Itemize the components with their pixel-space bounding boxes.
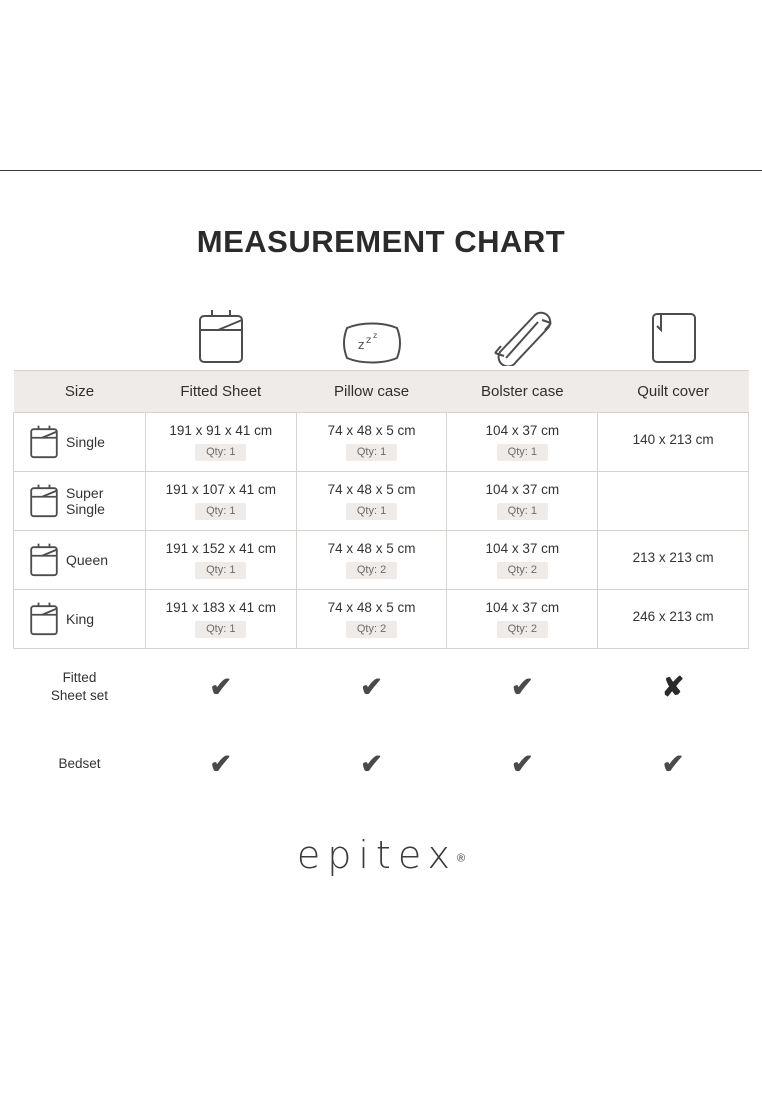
inclusion-label: Bedset [58, 755, 101, 771]
cell-pillow-case [296, 590, 447, 649]
check-mark: ✔ [661, 748, 685, 779]
row-size-cell [14, 472, 146, 531]
cell-quilt-cover [598, 472, 749, 531]
column-header-quilt-cover: Quilt cover [598, 371, 749, 413]
fitted-sheet-icon [30, 601, 58, 637]
row-size-cell [14, 590, 146, 649]
dimension-text: 104 x 37 cm [485, 599, 560, 615]
dimension-text: 104 x 37 cm [485, 481, 560, 497]
icon-row-spacer [13, 296, 145, 368]
top-divider [0, 170, 762, 171]
measurement-table [13, 370, 749, 803]
inclusion-mark-pillow-case [296, 649, 447, 726]
check-mark: ✔ [209, 671, 233, 702]
dimension-text: 191 x 152 x 41 cm [165, 540, 276, 556]
qty-badge: Qty: 1 [195, 621, 246, 639]
cell-quilt-cover [598, 590, 749, 649]
column-header-size: Size [14, 371, 146, 413]
column-header-fitted-sheet: Fitted Sheet [145, 371, 296, 413]
qty-badge: Qty: 1 [346, 503, 397, 521]
row-size-cell [14, 413, 146, 472]
cell-fitted-sheet [145, 590, 296, 649]
cross-mark: ✘ [661, 671, 685, 702]
cell-pillow-case [296, 472, 447, 531]
column-header-pillow-case: Pillow case [296, 371, 447, 413]
table-row [14, 590, 749, 649]
size-label: Queen [66, 551, 109, 568]
size-label: King [66, 610, 95, 627]
check-mark: ✔ [511, 748, 534, 779]
inclusion-mark-bolster-case [447, 726, 598, 803]
inclusion-label-line1: Fitted [62, 670, 97, 686]
table-row [14, 472, 749, 531]
svg-text:z: z [372, 331, 377, 340]
dimension-text: 104 x 37 cm [485, 422, 560, 438]
size-label [66, 485, 105, 517]
qty-badge: Qty: 1 [497, 444, 548, 462]
dimension-text: 213 x 213 cm [632, 550, 714, 566]
qty-badge: Qty: 2 [497, 562, 548, 580]
inclusion-label-line2: Sheet set [50, 688, 108, 704]
qty-badge: Qty: 1 [195, 562, 246, 580]
inclusion-row [14, 726, 749, 803]
fitted-sheet-icon [30, 424, 58, 460]
dimension-text: 191 x 107 x 41 cm [165, 481, 276, 497]
cell-bolster-case [447, 472, 598, 531]
row-size-cell [14, 531, 146, 590]
inclusion-mark-bolster-case [447, 649, 598, 726]
cell-pillow-case [296, 531, 447, 590]
pillow-icon [296, 296, 447, 368]
cell-bolster-case [447, 413, 598, 472]
qty-badge: Qty: 1 [497, 503, 548, 521]
dimension-text: 74 x 48 x 5 cm [327, 540, 416, 556]
fitted-sheet-icon [145, 296, 296, 368]
inclusion-mark-quilt-cover [598, 726, 749, 803]
column-header-bolster-case: Bolster case [447, 371, 598, 413]
size-label-line1: Super [66, 484, 104, 501]
dimension-text: 74 x 48 x 5 cm [327, 481, 416, 497]
cell-fitted-sheet [145, 472, 296, 531]
qty-badge: Qty: 2 [497, 621, 548, 639]
qty-badge: Qty: 2 [346, 621, 397, 639]
qty-badge: Qty: 1 [195, 503, 246, 521]
table-row [14, 531, 749, 590]
inclusion-label [14, 669, 146, 705]
inclusion-mark-quilt-cover [598, 649, 749, 726]
registered-mark: ® [457, 852, 466, 865]
table-header-row [14, 371, 749, 413]
dimension-text: 140 x 213 cm [632, 432, 714, 448]
cell-fitted-sheet [145, 413, 296, 472]
check-mark: ✔ [360, 748, 383, 779]
check-mark: ✔ [360, 671, 383, 702]
cell-bolster-case [447, 531, 598, 590]
bolster-icon [447, 296, 598, 368]
inclusion-label-cell [14, 726, 146, 803]
qty-badge: Qty: 1 [346, 444, 397, 462]
inclusion-mark-fitted-sheet [145, 649, 296, 726]
qty-badge: Qty: 1 [195, 444, 246, 462]
cell-pillow-case [296, 413, 447, 472]
cell-bolster-case [447, 590, 598, 649]
size-label-line2: Single [66, 501, 105, 517]
fitted-sheet-icon [30, 542, 58, 578]
dimension-text: 74 x 48 x 5 cm [327, 422, 416, 438]
dimension-text: 191 x 183 x 41 cm [165, 599, 276, 615]
inclusion-mark-fitted-sheet [145, 726, 296, 803]
inclusion-mark-pillow-case [296, 726, 447, 803]
quilt-cover-icon [598, 296, 749, 368]
dimension-text: 104 x 37 cm [485, 540, 560, 556]
dimension-text: 74 x 48 x 5 cm [327, 599, 416, 615]
product-icon-row [13, 296, 749, 368]
table-row [14, 413, 749, 472]
page-title: MEASUREMENT CHART [196, 224, 566, 259]
svg-text:z: z [357, 338, 364, 352]
qty-badge: Qty: 2 [346, 562, 397, 580]
inclusion-label-cell [14, 649, 146, 726]
dimension-text: 191 x 91 x 41 cm [169, 422, 273, 438]
cell-quilt-cover [598, 413, 749, 472]
check-mark: ✔ [209, 748, 233, 779]
size-label: Single [66, 433, 105, 450]
svg-text:z: z [365, 335, 371, 346]
cell-fitted-sheet [145, 531, 296, 590]
brand-logo [0, 833, 762, 877]
check-mark: ✔ [511, 671, 534, 702]
inclusion-row [14, 649, 749, 726]
cell-quilt-cover [598, 531, 749, 590]
brand-name: epitex [296, 833, 458, 877]
fitted-sheet-icon [30, 483, 58, 519]
dimension-text: 246 x 213 cm [632, 609, 714, 625]
